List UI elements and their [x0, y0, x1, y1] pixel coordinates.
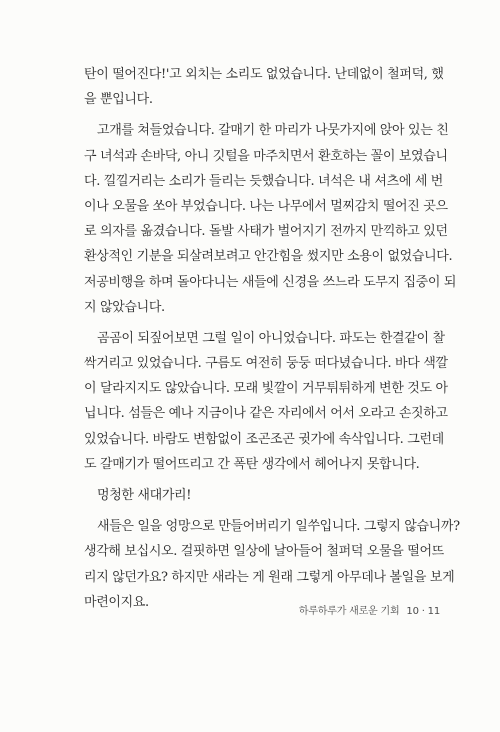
body-text — [84, 62, 460, 615]
page-footer — [299, 602, 440, 617]
text-line: 저공비행을 하며 돌아다니는 새들에 신경을 쓰느라 도무지 집중이 되 — [84, 274, 457, 290]
text-line: 지 않았습니다. — [84, 299, 165, 315]
text-line: 구 녀석과 손바닥, 아니 깃털을 마주치면서 환호하는 꼴이 보였습니 — [84, 148, 448, 164]
running-title: 하루하루가 새로운 기회 — [298, 606, 400, 617]
text-line: 탄이 떨어진다!'고 외치는 소리도 없었습니다. 난데없이 철퍼덕, 했 — [84, 67, 444, 82]
text-line: 리지 않던가요? 하지만 새라는 게 원래 그렇게 아무데나 볼일을 보게 — [84, 569, 455, 585]
text-line: 생각해 보십시오. 걸핏하면 일상에 날아들어 철퍼덕 오물을 떨어뜨 — [84, 544, 444, 560]
text-line: 다. 낄낄거리는 소리가 들리는 듯했습니다. 녀석은 내 셔츠에 세 번 — [84, 173, 444, 189]
text-line: 도 갈매기가 떨어뜨리고 간 폭탄 생각에서 헤어나지 못합니다. — [84, 456, 420, 472]
text-line: 로 의자를 옮겼습니다. 돌발 사태가 벌어지기 전까지 만끽하고 있던 — [84, 224, 448, 240]
text-line: 곰곰이 되짚어보면 그럴 일이 아니었습니다. 파도는 한결같이 찰 — [97, 330, 445, 346]
text-line: 을 뿐입니다. — [84, 92, 153, 108]
text-line: 이나 오물을 쏘아 부었습니다. 나는 나무에서 멀찌감치 떨어진 곳으 — [84, 198, 448, 214]
text-line: 닙니다. 섬들은 예나 지금이나 같은 자리에서 어서 오라고 손짓하고 — [84, 406, 448, 422]
text-line: 고개를 쳐들었습니다. 갈매기 한 마리가 나뭇가지에 앉아 있는 친 — [97, 123, 449, 139]
page-number: 10 · 11 — [406, 606, 440, 617]
text-line: 이 달라지지도 않았습니다. 모래 빛깔이 거무튀튀하게 변한 것도 아 — [84, 381, 448, 397]
text-line: 싹거리고 있었습니다. 구름도 여전히 둥둥 떠다녔습니다. 바다 색깔 — [84, 356, 448, 372]
text-line: 새들은 일을 엉망으로 만들어버리기 일쑤입니다. 그렇지 않습니까? — [97, 519, 460, 535]
text-line: 있었습니다. 바람도 변함없이 조곤조곤 귓가에 속삭입니다. 그런데 — [84, 431, 444, 447]
text-line: 마련이지요. — [84, 594, 149, 610]
text-line: 멍청한 새대가리! — [97, 488, 192, 503]
text-line: 환상적인 기분을 되살려보려고 안간힘을 썼지만 소용이 없었습니다. — [84, 249, 453, 265]
